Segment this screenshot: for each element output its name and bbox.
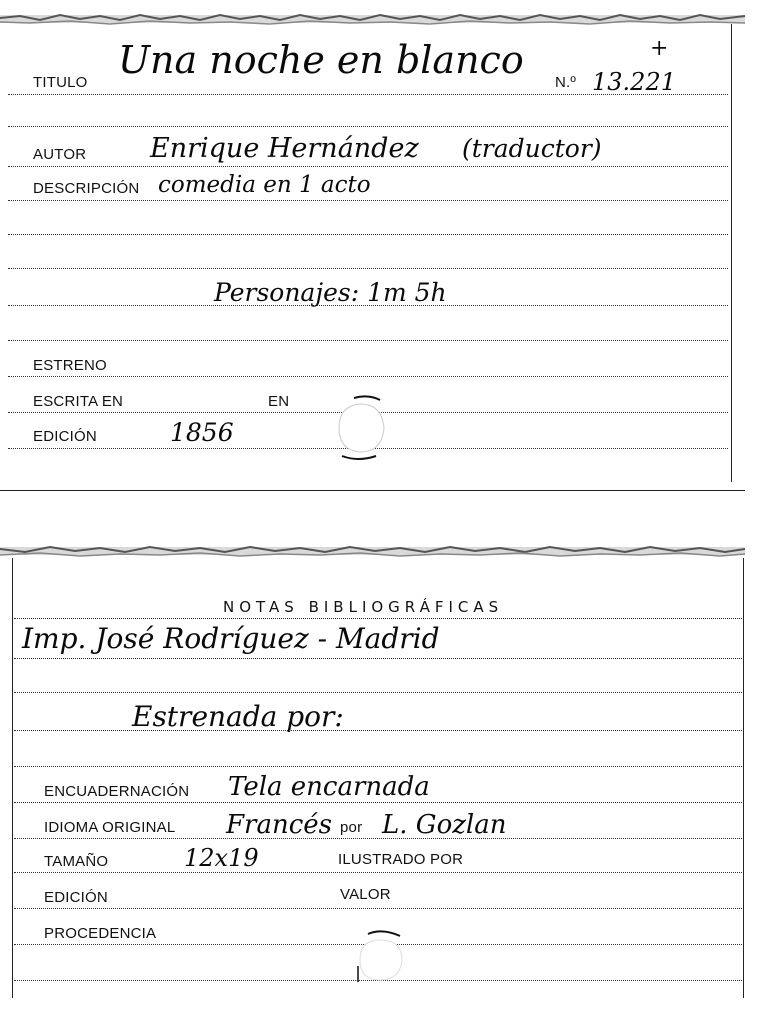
punch-hole-mark (352, 926, 408, 988)
idioma-label: IDIOMA ORIGINAL (44, 819, 176, 836)
estreno-label: ESTRENO (33, 357, 107, 374)
tamano-label: TAMAÑO (44, 853, 109, 870)
plus-mark: + (650, 36, 669, 61)
edicion2-label: EDICIÓN (44, 889, 108, 906)
procedencia-label: PROCEDENCIA (44, 925, 157, 942)
descripcion-value: comedia en 1 acto (158, 172, 371, 198)
descripcion-label: DESCRIPCIÓN (33, 180, 140, 197)
escrita-label: ESCRITA EN (33, 393, 124, 410)
notas-line-2: Estrenada por: (132, 700, 344, 733)
titulo-value: Una noche en blanco (118, 38, 524, 82)
personajes-note: Personajes: 1m 5h (214, 278, 447, 307)
edicion-value: 1856 (170, 418, 234, 447)
numero-label: N.º (555, 74, 577, 91)
ilustrado-label: ILUSTRADO POR (338, 851, 464, 868)
notas-line-1: Imp. José Rodríguez - Madrid (22, 622, 440, 655)
por-label: por (340, 819, 363, 836)
autor-note: (traductor) (462, 134, 602, 163)
punch-hole-mark (336, 394, 388, 462)
encuadernacion-value: Tela encarnada (228, 772, 430, 802)
titulo-label: TITULO (33, 74, 88, 91)
torn-top-edge (0, 12, 759, 26)
encuadernacion-label: ENCUADERNACIÓN (44, 783, 190, 800)
autor-label: AUTOR (33, 146, 87, 163)
valor-label: VALOR (340, 886, 391, 903)
por-value: L. Gozlan (382, 810, 507, 840)
idioma-value: Francés (226, 810, 333, 840)
torn-top-edge (0, 544, 759, 558)
numero-value: 13.221 (592, 68, 676, 96)
en-label: EN (268, 393, 290, 410)
edicion-label: EDICIÓN (33, 428, 97, 445)
catalog-card-back (0, 540, 759, 1028)
notas-heading: NOTAS BIBLIOGRÁFICAS (223, 598, 504, 616)
tamano-value: 12x19 (184, 844, 259, 872)
catalog-card-front (0, 0, 759, 492)
autor-value: Enrique Hernández (150, 133, 419, 164)
